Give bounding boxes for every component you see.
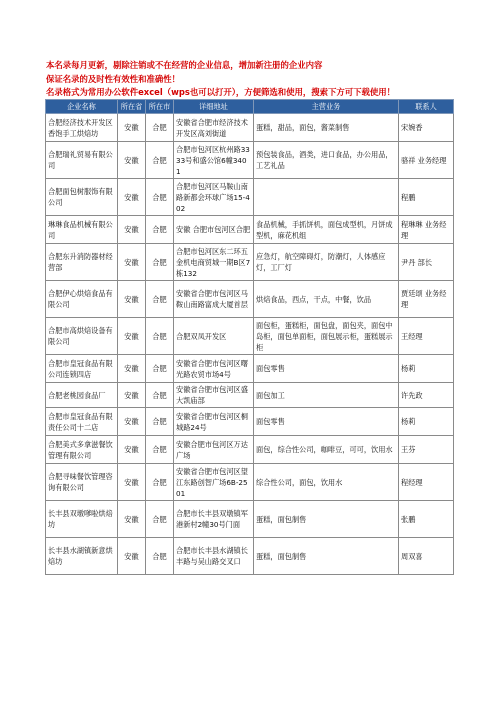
header-business: 主营业务 bbox=[254, 100, 399, 114]
city-cell: 合肥 bbox=[146, 142, 174, 179]
province-cell: 安徽 bbox=[118, 464, 146, 501]
table-row bbox=[46, 216, 454, 244]
address-cell: 合肥市长丰县水湖镇长丰路与吴山路交叉口 bbox=[174, 538, 254, 575]
table-row bbox=[46, 383, 454, 408]
table-row bbox=[46, 281, 454, 318]
address-cell: 合肥市包河区东二环五金机电商贸城一期B区7栋132 bbox=[174, 244, 254, 281]
address-cell: 安徽省合肥市包河区马鞍山南路富成大厦首层 bbox=[174, 281, 254, 318]
contact-cell: 宋婉香 bbox=[399, 114, 454, 142]
company-name-cell: 合肥经济技术开发区香饱手工烘焙坊 bbox=[46, 114, 118, 142]
address-cell: 安徽 合肥市包河区合肥 bbox=[174, 216, 254, 244]
contact-cell: 杨莉 bbox=[399, 355, 454, 383]
header-company-name: 企业名称 bbox=[46, 100, 118, 114]
business-cell: 食品机械，手抓饼机，面包成型机，月饼成型机，麻花机组 bbox=[254, 216, 399, 244]
company-name-cell: 合肥美式多拿滋餐饮管理有限公司 bbox=[46, 436, 118, 464]
city-cell: 合肥 bbox=[146, 244, 174, 281]
province-cell: 安徽 bbox=[118, 179, 146, 216]
business-cell: 面包加工 bbox=[254, 383, 399, 408]
notice-line-1: 本名录每月更新，剔除注销或不在经营的企业信息，增加新注册的企业内容 bbox=[46, 60, 323, 70]
contact-cell: 骆祥 业务经理 bbox=[399, 142, 454, 179]
province-cell: 安徽 bbox=[118, 501, 146, 538]
city-cell: 合肥 bbox=[146, 408, 174, 436]
city-cell: 合肥 bbox=[146, 318, 174, 355]
company-name-cell: 合肥东升消防器材经营部 bbox=[46, 244, 118, 281]
address-cell: 合肥市包河区马鞍山南路新都会环球广场15-402 bbox=[174, 179, 254, 216]
province-cell: 安徽 bbox=[118, 244, 146, 281]
address-cell: 合肥市长丰县双墩镇军港新村2幢30号门面 bbox=[174, 501, 254, 538]
company-name-cell: 合肥面包树服饰有限公司 bbox=[46, 179, 118, 216]
company-name-cell: 合肥市高烘焙设备有限公司 bbox=[46, 318, 118, 355]
notice-block bbox=[46, 59, 466, 100]
header-contact: 联系人 bbox=[399, 100, 454, 114]
contact-cell: 程鹏 bbox=[399, 179, 454, 216]
province-cell: 安徽 bbox=[118, 281, 146, 318]
company-name-cell: 合肥伊心烘焙食品有限公司 bbox=[46, 281, 118, 318]
province-cell: 安徽 bbox=[118, 408, 146, 436]
contact-cell: 周双喜 bbox=[399, 538, 454, 575]
table-row bbox=[46, 244, 454, 281]
city-cell: 合肥 bbox=[146, 501, 174, 538]
business-cell: 蛋糕，面包制售 bbox=[254, 538, 399, 575]
table-row bbox=[46, 538, 454, 575]
table-body bbox=[46, 114, 454, 575]
company-name-cell: 长丰县水湖镇新意烘焙坊 bbox=[46, 538, 118, 575]
company-name-cell: 长丰县双墩嗲啦烘焙坊 bbox=[46, 501, 118, 538]
contact-cell: 贾廷颂 业务经理 bbox=[399, 281, 454, 318]
company-name-cell: 合肥寻味餐饮管理咨询有限公司 bbox=[46, 464, 118, 501]
business-cell: 面包零售 bbox=[254, 355, 399, 383]
table-row bbox=[46, 436, 454, 464]
company-table bbox=[45, 99, 454, 575]
address-cell: 安徽合肥市包河区万达广场 bbox=[174, 436, 254, 464]
business-cell: 预包装食品，酒类，进口食品，办公用品，工艺礼品 bbox=[254, 142, 399, 179]
address-cell: 安徽省合肥市包河区曙光路农贸市场4号 bbox=[174, 355, 254, 383]
province-cell: 安徽 bbox=[118, 383, 146, 408]
city-cell: 合肥 bbox=[146, 179, 174, 216]
city-cell: 合肥 bbox=[146, 436, 174, 464]
table-row bbox=[46, 501, 454, 538]
table-row bbox=[46, 179, 454, 216]
province-cell: 安徽 bbox=[118, 318, 146, 355]
business-cell: 应急灯，航空障碍灯，防潮灯，人体感应灯，工厂灯 bbox=[254, 244, 399, 281]
notice-line-3: 名录格式为常用办公软件excel（wps也可以打开），方便筛选和使用，搜索下方可下载使用！ bbox=[46, 87, 395, 97]
header-province: 所在省 bbox=[118, 100, 146, 114]
table-row bbox=[46, 318, 454, 355]
table-header-row bbox=[46, 100, 454, 114]
contact-cell: 王经理 bbox=[399, 318, 454, 355]
contact-cell: 程经理 bbox=[399, 464, 454, 501]
business-cell: 蛋糕，甜品，面包，酱菜制售 bbox=[254, 114, 399, 142]
province-cell: 安徽 bbox=[118, 142, 146, 179]
city-cell: 合肥 bbox=[146, 464, 174, 501]
address-cell: 安徽省合肥市经济技术开发区高刘街道 bbox=[174, 114, 254, 142]
company-name-cell: 合肥老桃园食品厂 bbox=[46, 383, 118, 408]
address-cell: 安徽省合肥市包河区桐城路24号 bbox=[174, 408, 254, 436]
city-cell: 合肥 bbox=[146, 114, 174, 142]
company-name-cell: 合肥瑞礼贸易有限公司 bbox=[46, 142, 118, 179]
header-address: 详细地址 bbox=[174, 100, 254, 114]
contact-cell: 尹丹 部长 bbox=[399, 244, 454, 281]
contact-cell: 张鹏 bbox=[399, 501, 454, 538]
province-cell: 安徽 bbox=[118, 538, 146, 575]
company-name-cell: 合肥市皇冠食品有限公司连锁四店 bbox=[46, 355, 118, 383]
table-row bbox=[46, 464, 454, 501]
business-cell: 综合性公司，面包，饮用水 bbox=[254, 464, 399, 501]
business-cell: 蛋糕，面包制售 bbox=[254, 501, 399, 538]
address-cell: 安徽省合肥市包河区盛大凯庙部 bbox=[174, 383, 254, 408]
business-cell: 烘焙食品，西点，干点，中餐，饮品 bbox=[254, 281, 399, 318]
business-cell bbox=[254, 179, 399, 216]
contact-cell: 王芬 bbox=[399, 436, 454, 464]
table-row bbox=[46, 408, 454, 436]
city-cell: 合肥 bbox=[146, 216, 174, 244]
address-cell: 安徽省合肥市包河区望江东路创智广场6B-2501 bbox=[174, 464, 254, 501]
province-cell: 安徽 bbox=[118, 436, 146, 464]
company-name-cell: 合肥市皇冠食品有限责任公司十二店 bbox=[46, 408, 118, 436]
company-name-cell: 琳琳食品机械有限公司 bbox=[46, 216, 118, 244]
business-cell: 面包零售 bbox=[254, 408, 399, 436]
business-cell: 面包柜，蛋糕柜，面包盘，面包夹，面包中岛柜，面包单面柜，面包展示柜，蛋糕展示柜 bbox=[254, 318, 399, 355]
table-row bbox=[46, 142, 454, 179]
city-cell: 合肥 bbox=[146, 281, 174, 318]
address-cell: 合肥双凤开发区 bbox=[174, 318, 254, 355]
header-city: 所在市 bbox=[146, 100, 174, 114]
table-row bbox=[46, 114, 454, 142]
contact-cell: 杨莉 bbox=[399, 408, 454, 436]
province-cell: 安徽 bbox=[118, 216, 146, 244]
city-cell: 合肥 bbox=[146, 355, 174, 383]
city-cell: 合肥 bbox=[146, 538, 174, 575]
city-cell: 合肥 bbox=[146, 383, 174, 408]
address-cell: 合肥市包河区杭州路3333号和盛公馆6幢3401 bbox=[174, 142, 254, 179]
notice-line-2: 保证名录的及时性有效性和准确性！ bbox=[46, 73, 180, 84]
province-cell: 安徽 bbox=[118, 355, 146, 383]
table-row bbox=[46, 355, 454, 383]
business-cell: 面包，综合性公司，咖啡豆，可可，饮用水 bbox=[254, 436, 399, 464]
contact-cell: 许先政 bbox=[399, 383, 454, 408]
contact-cell: 程琳琳 业务经理 bbox=[399, 216, 454, 244]
province-cell: 安徽 bbox=[118, 114, 146, 142]
